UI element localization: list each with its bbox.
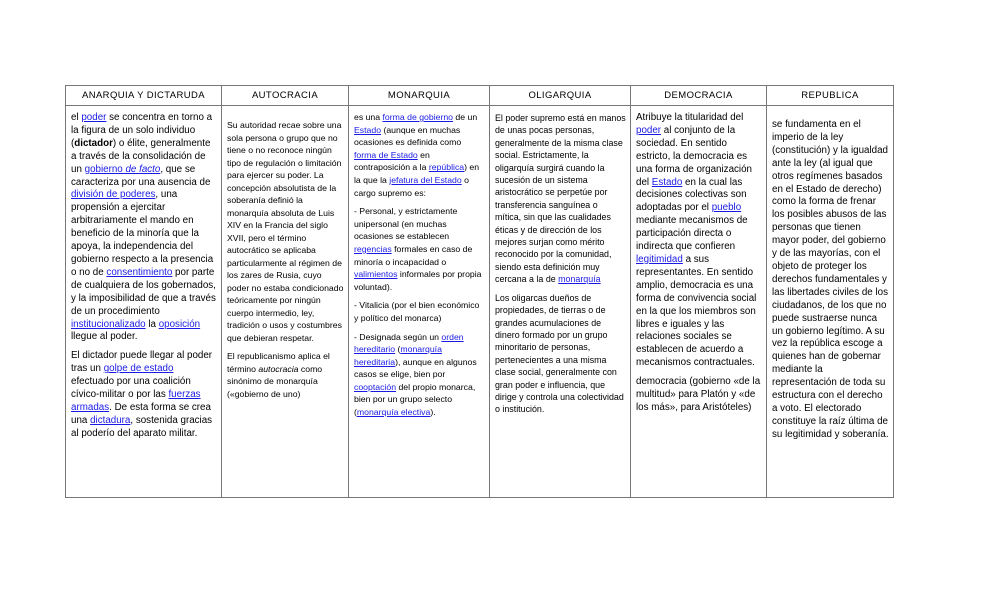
text-run: El republicanismo aplica el término bbox=[227, 351, 330, 374]
wiki-link[interactable]: poder bbox=[81, 112, 107, 123]
text-run: . De esta forma se crea una bbox=[71, 401, 211, 426]
wiki-link[interactable]: cooptación bbox=[354, 381, 397, 392]
wiki-link[interactable]: golpe de estado bbox=[103, 363, 174, 375]
anarquia-paragraph-1 bbox=[71, 112, 217, 344]
monarquia-paragraph-4 bbox=[354, 331, 485, 419]
wiki-link[interactable]: consentimiento bbox=[106, 266, 173, 278]
text-run: - Designada según un bbox=[354, 331, 442, 342]
text-run: efectuado por una coalición cívico-militar o por las bbox=[71, 376, 191, 401]
text-run: Atribuye la titularidad del bbox=[636, 112, 744, 123]
monarquia-paragraph-1 bbox=[354, 111, 485, 199]
text-run: es una bbox=[354, 112, 383, 122]
text-run: el bbox=[71, 112, 82, 123]
wiki-link[interactable]: oposición bbox=[158, 318, 201, 330]
cell-monarquia bbox=[349, 106, 490, 498]
text-run: (aunque en muchas ocasiones es definida como bbox=[354, 124, 462, 148]
wiki-link[interactable]: regencias bbox=[354, 243, 392, 254]
header-democracia: DEMOCRACIA bbox=[631, 86, 767, 106]
text-run: o cargo supremo es: bbox=[354, 174, 469, 198]
cell-democracia bbox=[631, 106, 767, 498]
autocracia-paragraph-2 bbox=[227, 350, 344, 400]
bold-term: dictador bbox=[74, 137, 113, 149]
wiki-link[interactable]: forma de Estado bbox=[354, 149, 418, 160]
header-anarquia: ANARQUIA Y DICTARUDA bbox=[66, 86, 222, 106]
text-run: de un bbox=[453, 112, 478, 122]
text-run: formales en caso de minoría o incapacidad o bbox=[354, 243, 473, 267]
text-run: El dictador puede llegar al poder tras un bbox=[71, 350, 213, 375]
wiki-link[interactable]: monarquía hereditaria bbox=[354, 344, 442, 367]
text-run: , que se caracteriza por una ausencia de bbox=[71, 163, 211, 188]
text-run: Su autoridad recae sobre una sola persona o grupo que no tiene o no reconoce ningún tipo de regulación o limitación para ejercer su poder. La concepción absolutista de la soberanía definió la monarquía absoluta de Luis XIV en la Francia del siglo XVII, pero el término autocrático se aplicaba particularmente al régimen de los zares de Rusia, cuyo poder no estaba condicionado teóricamente por ningún cuerpo intermedio, ley, tradición o usos y costumbres que debieran respetar. bbox=[227, 120, 344, 343]
text-run: como sinónimo de monarquía («gobierno de uno) bbox=[227, 363, 323, 399]
wiki-link[interactable]: monarquía bbox=[558, 274, 601, 285]
wiki-link[interactable]: poder bbox=[636, 124, 662, 136]
wiki-link[interactable]: Estado bbox=[354, 124, 382, 135]
text-run: la bbox=[145, 318, 159, 330]
text-run: - Vitalicia (por el bien económico y político del monarca) bbox=[354, 300, 480, 323]
text-run: , una propensión a ejercitar arbitrariamente el mando en beneficio de la minoría que la apoya, la independencia del gobierno respecto a la presencia o no de bbox=[71, 189, 214, 278]
text-run: en la cual las decisiones colectivas son adoptadas por el bbox=[636, 176, 747, 214]
content-row bbox=[66, 106, 894, 498]
text-run: en contraposición a la bbox=[354, 149, 430, 173]
header-autocracia: AUTOCRACIA bbox=[222, 86, 349, 106]
text-run: ) o élite, generalmente a través de la consolidación de un bbox=[71, 137, 211, 175]
text-run: democracia (gobierno «de la multitud» para Platón y «de los más», para Aristóteles) bbox=[636, 376, 761, 413]
italic-term: autocracia bbox=[258, 363, 299, 374]
oligarquia-paragraph-2 bbox=[495, 292, 626, 416]
monarquia-paragraph-2 bbox=[354, 205, 485, 293]
wiki-link[interactable]: forma de gobierno bbox=[382, 112, 454, 122]
wiki-link[interactable]: república bbox=[428, 162, 465, 173]
cell-anarquia bbox=[66, 106, 222, 498]
text-run: Los oligarcas dueños de propiedades, de tierras o de grandes acumulaciones de dinero formado por un grupo minoritario de personas, pertenecientes a una misma clase social, generalmente con gran poder e influencia, que dirige y controla una colectividad o institución. bbox=[495, 292, 624, 415]
wiki-link[interactable]: dictadura bbox=[90, 414, 131, 426]
oligarquia-paragraph-1 bbox=[495, 112, 626, 286]
cell-oligarquia bbox=[490, 106, 631, 498]
text-run: llegue al poder. bbox=[71, 331, 138, 343]
cell-republica bbox=[767, 106, 894, 498]
text-run: por parte de cualquiera de los gobernados, y la imposibilidad de que a través de un procedimiento bbox=[71, 266, 216, 317]
wiki-link[interactable]: pueblo bbox=[711, 202, 742, 214]
wiki-link[interactable]: legitimidad bbox=[636, 253, 683, 265]
text-run: ), aunque en algunos casos se elige, bien por bbox=[354, 356, 477, 380]
wiki-link[interactable]: valimientos bbox=[354, 269, 398, 280]
text-run: se fundamenta en el imperio de la ley (constitución) y la igualdad ante la ley (al igual que otros regímenes basados en el Estado de derecho) como la forma de frenar los posibles abusos de las personas que tienen mayor poder, del gobierno y de las mayorías, con el objeto de proteger los derechos fundamentales y las libertades civiles de los ciudadanos, de los que no puede sustraerse nunca un gobierno legítimo. A su vez la república escoge a quienes han de gobernar mediante la representación de toda su estructura con el derecho a voto. El electorado constituye la raíz última de su legitimidad y soberanía. bbox=[772, 119, 889, 440]
header-oligarquia: OLIGARQUIA bbox=[490, 86, 631, 106]
wiki-link[interactable]: gobierno bbox=[84, 163, 126, 175]
header-row bbox=[66, 86, 894, 106]
text-run: ) en la que la bbox=[354, 162, 480, 185]
wiki-link[interactable]: fuerzas armadas bbox=[71, 389, 201, 413]
cell-autocracia bbox=[222, 106, 349, 498]
text-run: - Personal, y estrictamente unipersonal (en muchas ocasiones se establecen bbox=[354, 206, 458, 242]
wiki-link[interactable]: monarquía electiva bbox=[356, 407, 431, 418]
text-run: del propio monarca, bien por un grupo selecto ( bbox=[354, 381, 476, 418]
text-run: informales por propia voluntad). bbox=[354, 269, 482, 292]
text-run: mediante mecanismos de participación directa o indirecta que confieren bbox=[636, 215, 748, 253]
wiki-link[interactable]: orden hereditario bbox=[354, 331, 464, 355]
wiki-link[interactable]: división de poderes bbox=[71, 189, 156, 201]
text-run: a sus representantes. En sentido amplio, democracia es una forma de convivencia social en la que los miembros son libres e iguales y las relaciones sociales se establecen de acuerdo a mecanismos contractuales. bbox=[636, 253, 757, 369]
democracia-paragraph-2 bbox=[636, 376, 762, 415]
header-monarquia: MONARQUIA bbox=[349, 86, 490, 106]
anarquia-paragraph-2 bbox=[71, 350, 217, 440]
monarquia-paragraph-3 bbox=[354, 299, 485, 324]
wiki-link[interactable]: jefatura del Estado bbox=[389, 174, 462, 185]
text-run: ). bbox=[430, 407, 436, 418]
text-run: al conjunto de la sociedad. En sentido estricto, la democracia es una forma de organización del bbox=[636, 124, 753, 188]
democracia-paragraph-1 bbox=[636, 112, 762, 370]
text-run: se concentra en torno a la figura de un solo individuo ( bbox=[71, 112, 213, 149]
text-run: El poder supremo está en manos de unas pocas personas, generalmente de la misma clase social. Estrictamente, la oligarquía surgirá cuando la sucesión de un sistema aristocrático se perpetúe por transferencia sanguínea o mítica, sin que las cualidades éticas y de dirección de los mejores surjan como mérito reconocido por la comunidad, siendo esta definición muy cercana a la de bbox=[495, 113, 626, 285]
forms-of-government-table bbox=[65, 85, 894, 498]
text-run: , sostenida gracias al poderío del aparato militar. bbox=[71, 414, 213, 439]
republica-paragraph-1 bbox=[772, 119, 889, 442]
text-run: ( bbox=[395, 344, 401, 355]
wiki-link[interactable]: institucionalizado bbox=[71, 318, 146, 330]
wiki-link[interactable]: de facto bbox=[125, 163, 161, 175]
wiki-link[interactable]: Estado bbox=[651, 176, 683, 188]
header-republica: REPUBLICA bbox=[767, 86, 894, 106]
autocracia-paragraph-1 bbox=[227, 119, 344, 344]
